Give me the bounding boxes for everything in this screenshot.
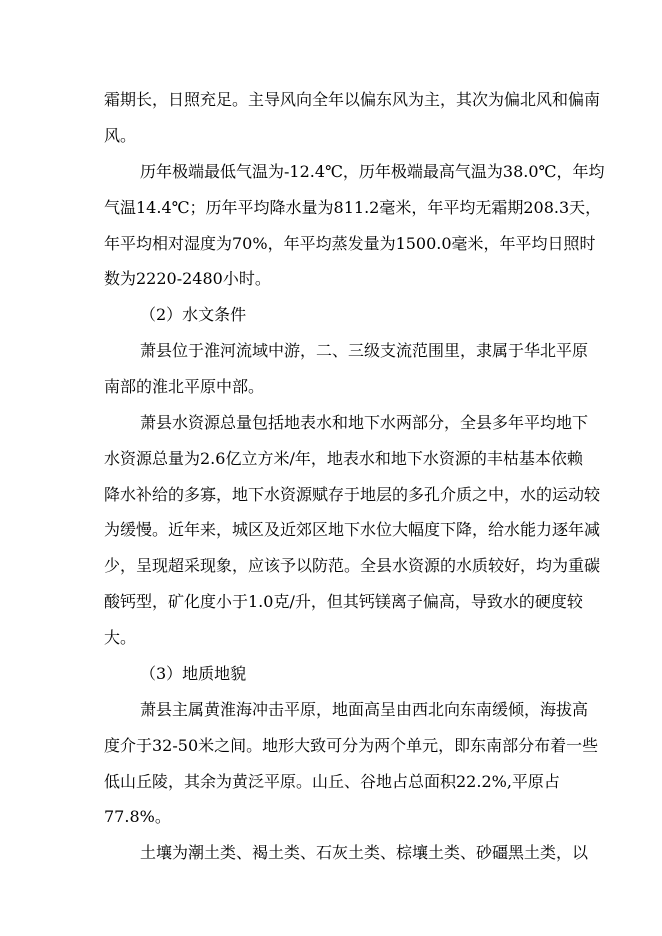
text-line: 年平均相对湿度为70%，年平均蒸发量为1500.0毫米，年平均日照时 — [104, 234, 596, 253]
text-line: 萧县主属黄淮海冲击平原，地面高呈由西北向东南缓倾，海拔高 — [140, 700, 589, 719]
text-line: 77.8%。 — [104, 807, 171, 826]
section-heading: （3）地质地貌 — [140, 664, 247, 683]
text-line: 萧县位于淮河流域中游，二、三级支流范围里，隶属于华北平原 — [140, 341, 589, 360]
text-line: 土壤为潮土类、褐土类、石灰土类、棕壤土类、砂礓黑土类，以 — [140, 843, 589, 862]
text-line: 萧县水资源总量包括地表水和地下水两部分，全县多年平均地下 — [140, 413, 589, 432]
text-line: 大。 — [104, 628, 137, 647]
text-line: 南部的淮北平原中部。 — [104, 377, 265, 396]
text-line: 霜期长，日照充足。主导风向全年以偏东风为主，其次为偏北风和偏南 — [104, 90, 601, 109]
text-line: 风。 — [104, 126, 137, 145]
text-line: 少，呈现超采现象，应该予以防范。全县水资源的水质较好，均为重碳 — [104, 556, 601, 575]
section-heading: （2）水文条件 — [140, 305, 247, 324]
text-line: 低山丘陵，其余为黄泛平原。山丘、谷地占总面积22.2%,平原占 — [104, 772, 560, 791]
text-line: 历年极端最低气温为-12.4℃，历年极端最高气温为38.0℃，年均 — [140, 162, 605, 181]
text-line: 度介于32-50米之间。地形大致可分为两个单元，即东南部分布着一些 — [104, 736, 599, 755]
text-line: 水资源总量为2.6亿立方米/年，地表水和地下水资源的丰枯基本依赖 — [104, 449, 583, 468]
text-line: 气温14.4℃；历年平均降水量为811.2毫米，年平均无霜期208.3天， — [104, 198, 602, 217]
text-line: 为缓慢。近年来，城区及近郊区地下水位大幅度下降，给水能力逐年减 — [104, 520, 601, 539]
text-line: 数为2220-2480小时。 — [104, 269, 271, 288]
text-line: 酸钙型，矿化度小于1.0克/升，但其钙镁离子偏高，导致水的硬度较 — [104, 592, 583, 611]
text-line: 降水补给的多寡，地下水资源赋存于地层的多孔介质之中，水的运动较 — [104, 485, 601, 504]
